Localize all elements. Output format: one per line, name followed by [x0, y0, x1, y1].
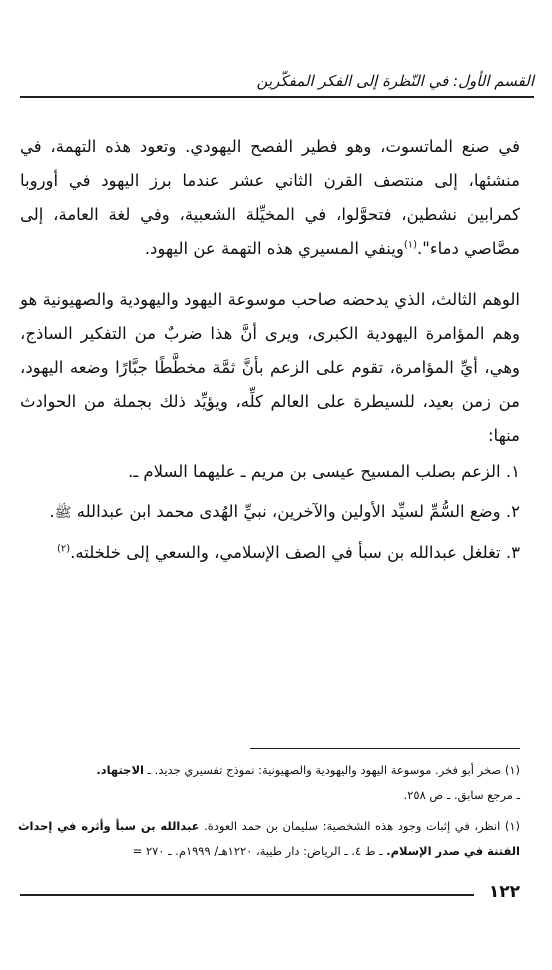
footnote-1-bold: الاجتهاد. [96, 763, 144, 777]
running-header [20, 70, 534, 98]
page-number: ١٢٢ [488, 882, 520, 902]
footnote-2-text: (١) انظر، في إثبات وجود هذه الشخصية: سليمان بن حمد العودة. [204, 819, 521, 833]
footnote-1-text: (١) صخر أبو فخر. موسوعة اليهود واليهودية والصهيونية: نموذج تفسيري جديد. ـ [147, 763, 520, 777]
running-title: القسم الأول: في النّظرة إلى الفكر المفكّرين [256, 72, 534, 90]
header-rule [20, 96, 534, 98]
paragraph-1-tail: وينفي المسيري هذه التهمة عن اليهود. [144, 239, 404, 258]
list-item-2-text: ٢. وضع السُّمِّ لسيِّد الأولين والآخرين، نبيِّ الهُدى محمد ابن عبدالله [76, 502, 520, 521]
honorific-glyph: ﷺ [54, 505, 72, 521]
main-text [20, 130, 520, 570]
list-item-2 [20, 495, 520, 530]
footnote-2-bold: عبدالله بن سبأ وأثره في إحداث الفتنة في صدر الإسلام. [18, 819, 520, 858]
paragraph-1 [20, 130, 520, 266]
footer-rule [20, 894, 474, 896]
page-footer [20, 882, 520, 906]
footnote-ref-1: (١) [403, 239, 417, 251]
paragraph-1-text: في صنع الماتسوت، وهو فطير الفصح اليهودي. وتعود هذه التهمة، في منشئها، إلى منتصف القرن الثاني عشر عندما برز اليهود في أوروبا كمرابين نشطين، فتحوَّلوا، في المخيِّلة الشعبية، وفي لغة العامة، إلى مصَّاصي دماء". [20, 137, 520, 258]
paragraph-2: الوهم الثالث، الذي يدحضه صاحب موسوعة اليهود واليهودية والصهيونية هو وهم المؤامرة اليهودية الكبرى، ويرى أنَّ هذا ضربٌ من التفكير الساذج، وهي، أيِّ المؤامرة، تقوم على الزعم بأنَّ ثمَّة مخطَّطًا جبَّارًا وضعه اليهود، من زمن بعيد، للسيطرة على العالم كلِّه، ويؤيِّد ذلك بجملة من الحوادث منها: [20, 290, 520, 445]
footnote-rule [250, 748, 520, 749]
footnote-2-tail: ـ ط ٤. ـ الرياض: دار طيبة، ١٢٢٠هـ/ ١٩٩٩م. ـ ٢٧٠ = [132, 844, 383, 858]
footnote-ref-2: (٢) [56, 543, 71, 555]
list-item-3-text: ٣. تغلغل عبدالله بن سبأ في الصف الإسلامي، والسعي إلى خلخلته. [70, 543, 520, 562]
list-item-1: ١. الزعم بصلب المسيح عيسى بن مريم ـ عليهما السلام ـ. [128, 462, 520, 481]
footnote-2 [18, 814, 520, 864]
list-item-2-end: . [49, 502, 55, 521]
list-item-3 [20, 536, 520, 570]
footnote-1 [18, 758, 520, 808]
footnotes [18, 758, 520, 864]
footnote-1-tail: ـ مرجع سابق. ـ ص ٢٥٨. [403, 788, 520, 802]
